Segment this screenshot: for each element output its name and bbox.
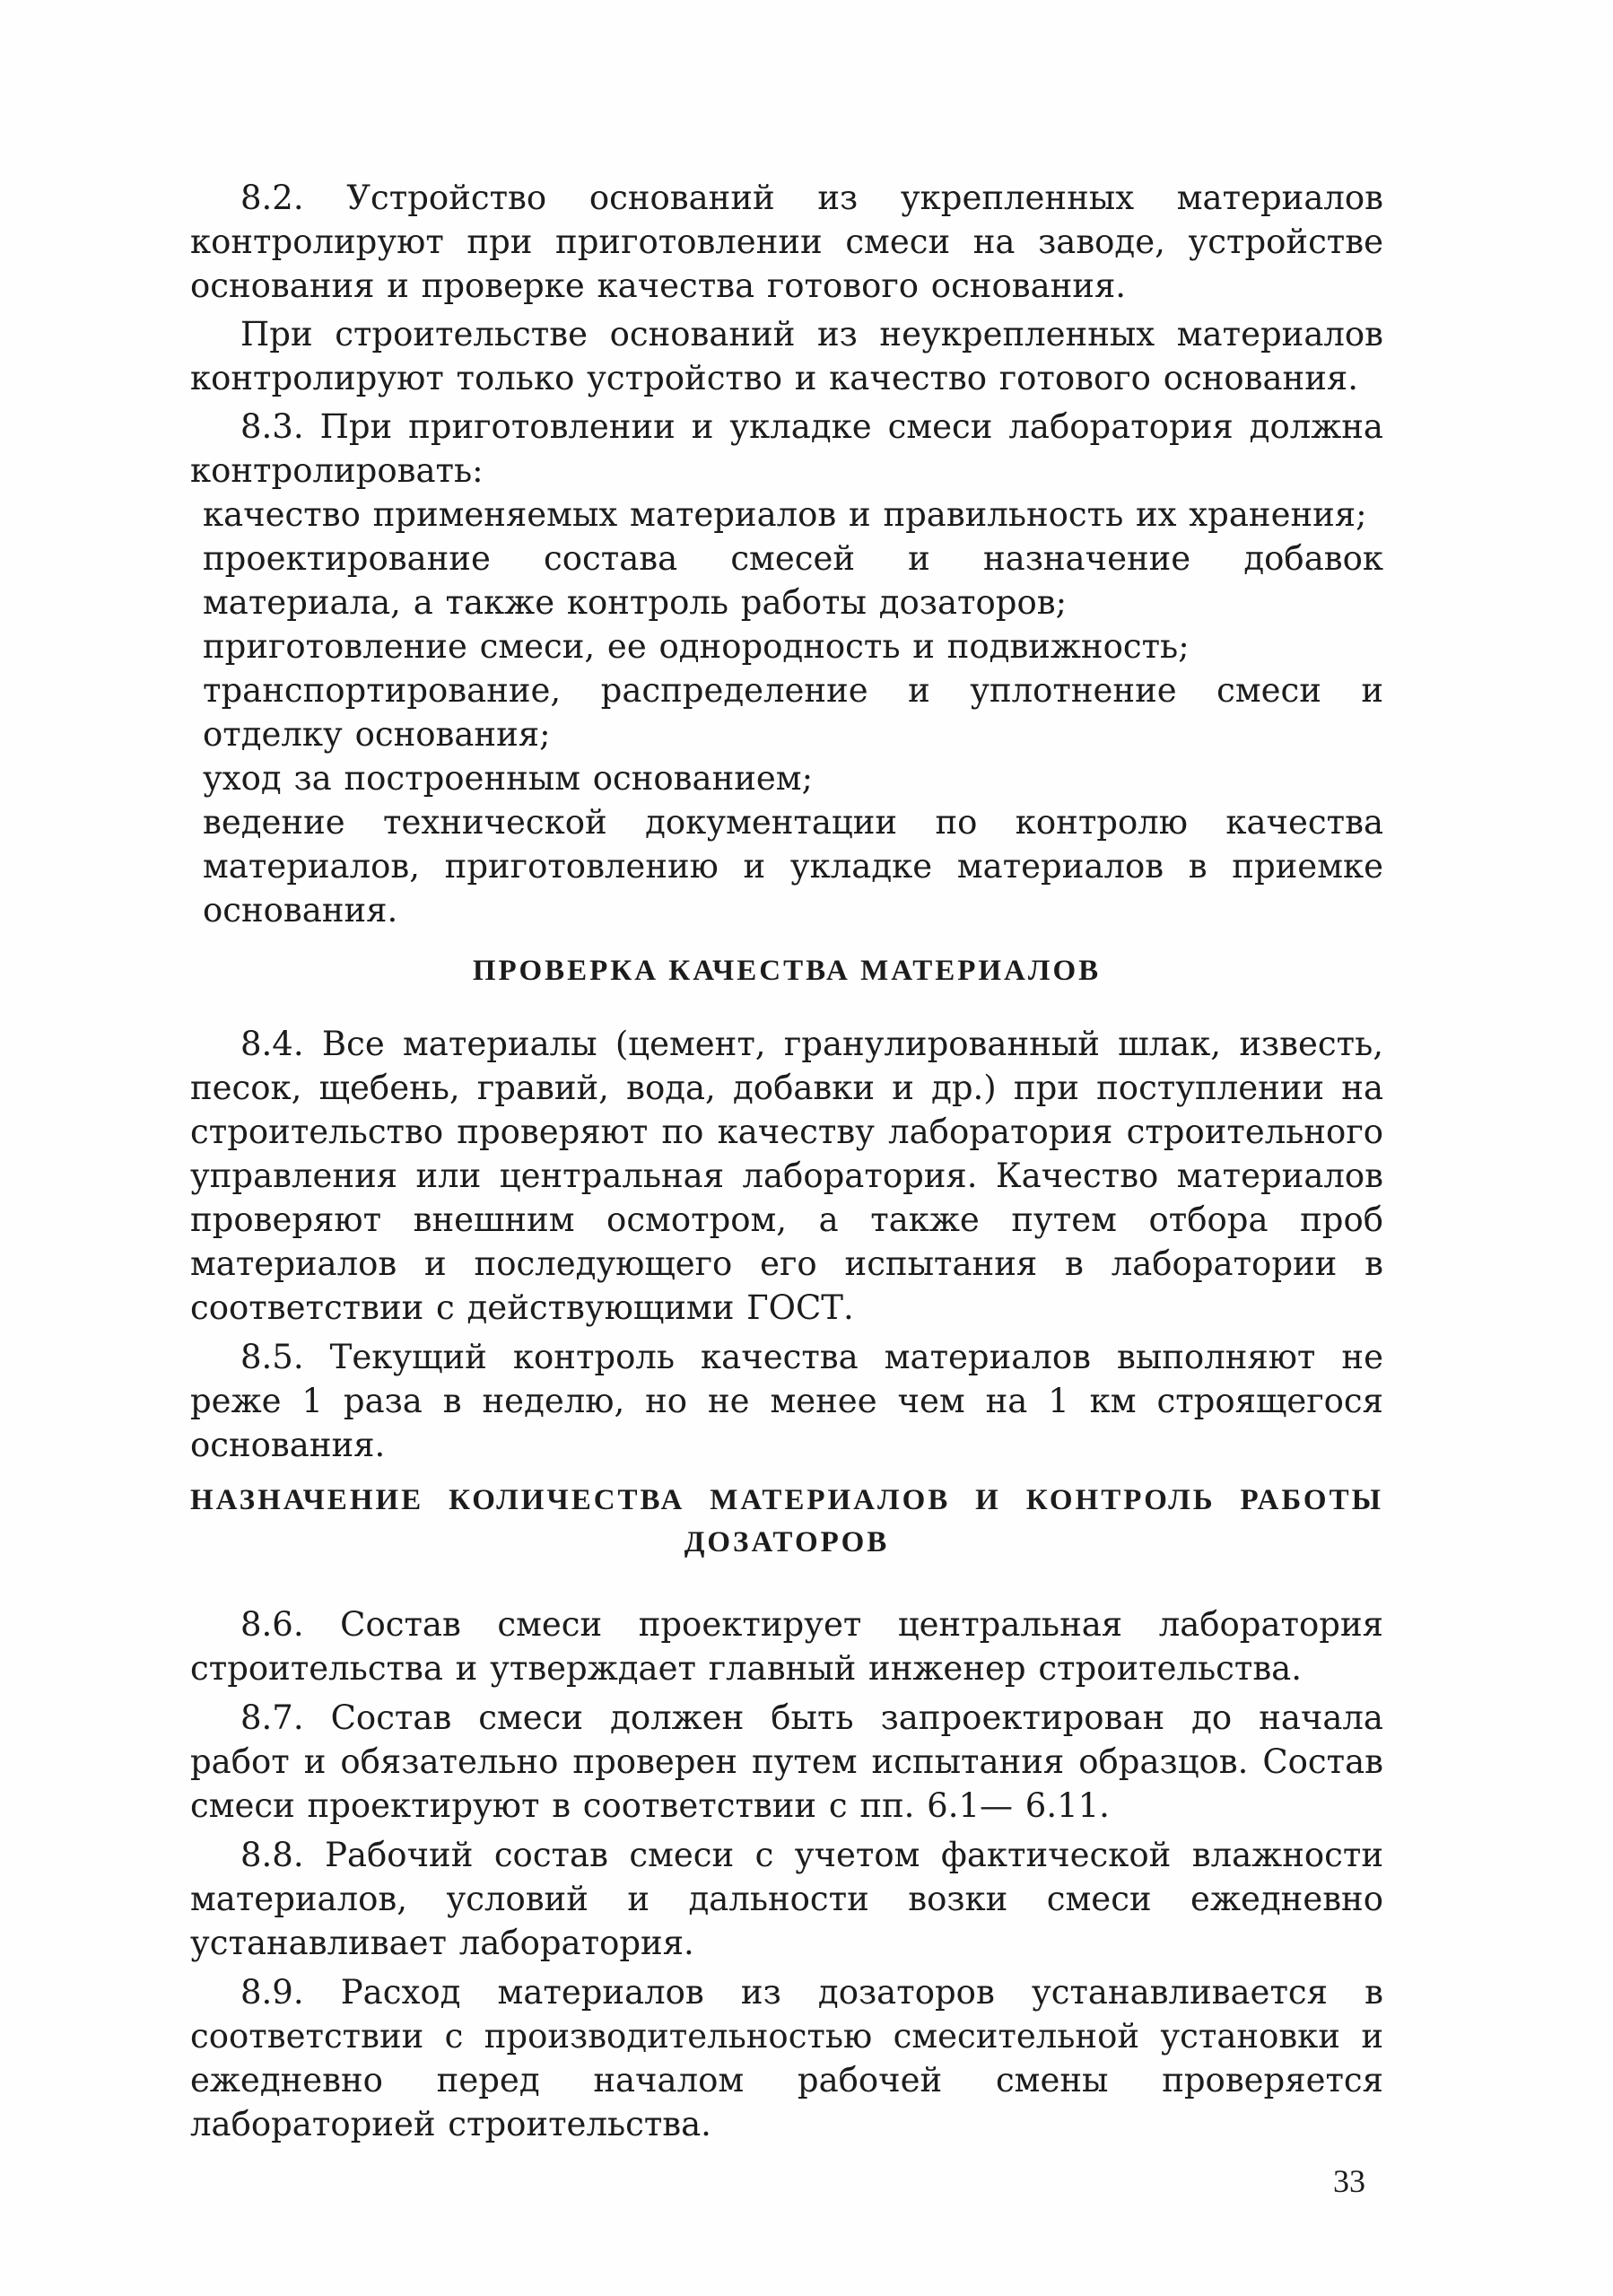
paragraph-8-6: 8.6. Состав смеси проектирует центральная лаборатория строительства и утверждает главный инженер строительства. xyxy=(190,1605,1383,1688)
intro-section xyxy=(190,176,1383,932)
section-heading-dosing-line-1: НАЗНАЧЕНИЕ КОЛИЧЕСТВА МАТЕРИАЛОВ И КОНТРОЛЬ РАБОТЫ xyxy=(190,1484,1383,1516)
list-item-care: уход за построенным основанием; xyxy=(203,759,814,798)
list-item-documentation: ведение технической документации по контролю качества материалов, приготовлению и укладке материалов в приемке основания. xyxy=(203,803,1383,930)
list-item-preparation: приготовление смеси, ее однородность и подвижность; xyxy=(203,627,1190,666)
paragraph-8-3: 8.3. При приготовлении и укладке смеси лаборатория должна контролировать: xyxy=(190,407,1383,490)
list-item-mix-design: проектирование состава смесей и назначение добавок материала, а также контроль работы дозаторов; xyxy=(203,539,1383,622)
list-item-materials: качество применяемых материалов и правильность их хранения; xyxy=(203,495,1367,534)
section-heading-quality: ПРОВЕРКА КАЧЕСТВА МАТЕРИАЛОВ xyxy=(472,955,1102,987)
paragraph-8-5: 8.5. Текущий контроль качества материалов выполняют не реже 1 раза в неделю, но не менее чем на 1 км строящегося основания. xyxy=(190,1338,1383,1464)
paragraph-8-4: 8.4. Все материалы (цемент, гранулированный шлак, известь, песок, щебень, гравий, вода, добавки и др.) при поступлении на строительство проверяют по качеству лаборатория строительного управления или центральная лаборатория. Качество материалов проверяют внешним осмотром, а также путем отбора проб материалов и последующего его испытания в лаборатории в соответствии с действующими ГОСТ. xyxy=(190,1025,1383,1327)
paragraph-8-8: 8.8. Рабочий состав смеси с учетом фактической влажности материалов, условий и дальности возки смеси ежедневно устанавливает лаборатория. xyxy=(190,1836,1383,1962)
paragraph-8-9: 8.9. Расход материалов из дозаторов устанавливается в соответствии с производительностью смесительной установки и ежедневно перед началом рабочей смены проверяется лабораторией строительства. xyxy=(190,1973,1383,2143)
list-item-transport: транспортирование, распределение и уплотнение смеси и отделку основания; xyxy=(203,671,1383,754)
paragraph-8-2: 8.2. Устройство оснований из укрепленных материалов контролируют при приготовлении смеси на заводе, устройстве основания и проверке качества готового основания. xyxy=(190,179,1383,305)
page-number: 33 xyxy=(1333,2163,1365,2199)
dosing-section xyxy=(190,1602,1383,2146)
paragraph-8-7: 8.7. Состав смеси должен быть запроектирован до начала работ и обязательно проверен путем испытания образцов. Состав смеси проектируют в соответствии с пп. 6.1— 6.11. xyxy=(190,1698,1383,1825)
paragraph-unreinforced: При строительстве оснований из неукрепленных материалов контролируют только устройство и качество готового основания. xyxy=(190,315,1383,397)
quality-section xyxy=(190,1022,1383,1467)
section-heading-dosing-line-2: ДОЗАТОРОВ xyxy=(684,1526,890,1558)
